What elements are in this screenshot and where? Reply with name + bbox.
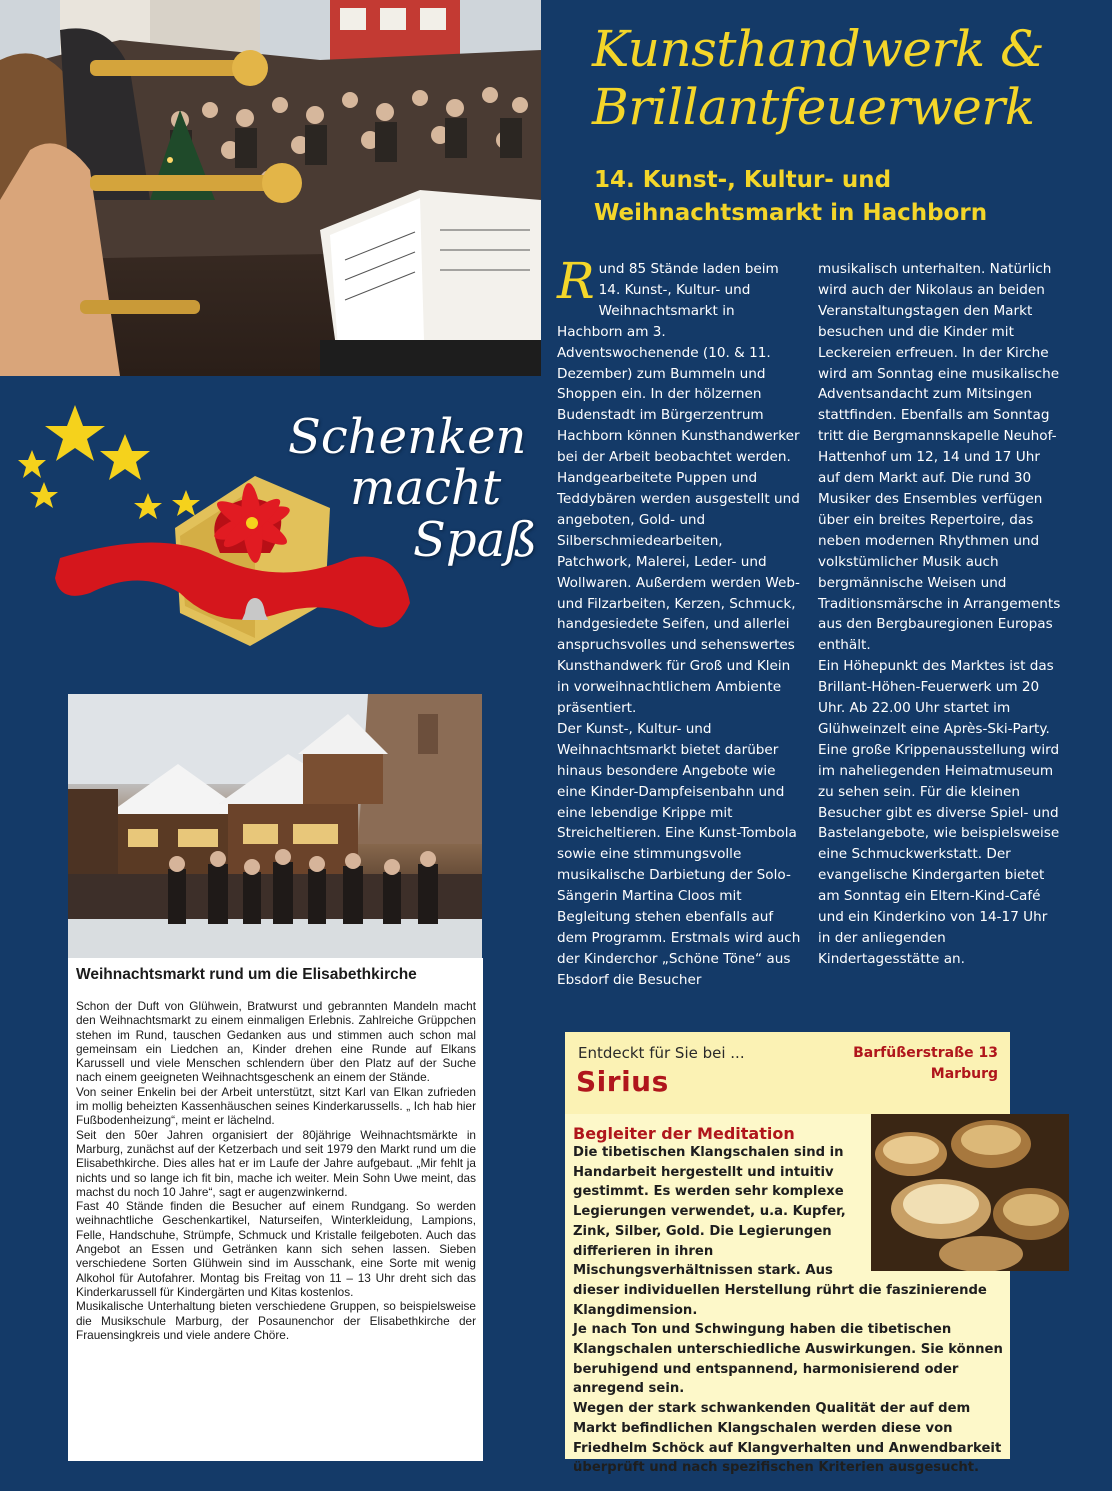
article-paragraph: Ein Höhepunkt des Marktes ist das Brillant-Höhen-Feuerwerk um 20 Uhr. Ab 22.00 Uhr startet im Glühweinzelt eine Après-Ski-Party. (818, 658, 1054, 737)
ad-paragraph: Die tibetischen Klangschalen sind in Handarbeit hergestellt und intuitiv gestimmt. Es werden sehr komplexe Legierungen verwendet, u.a. Kupfer, Zink, Silber, Gold. Die Legierungen differieren in ihren Mischungsverhältnissen stark. Aus dieser individuellen Herstellung rührt die faszinierende Klangdimension. (573, 1145, 987, 1318)
singing-bowls-illustration (871, 1114, 1069, 1271)
ad-city: Marburg (930, 1066, 998, 1082)
subheadline (594, 164, 1094, 230)
christmas-market-illustration (68, 694, 482, 958)
star-icon (30, 482, 58, 508)
gift-graphic (0, 388, 545, 688)
article-text: und 85 Stände laden beim 14. Kunst-, Kultur- und Weihnachtsmarkt in Hachborn am 3. Adventswochenende (10. & 11. Dezember) zum Bummeln und Shoppen ein. In der hölzernen Budenstadt im Bürgerzentrum Hachborn können Kunsthandwerker bei der Arbeit beobachtet werden. Handgearbeitete Puppen und Teddybären werden ausgestellt und angeboten, Gold- und Silberschmiedearbeiten, Patchwork, Malerei, Leder- und Wollwaren. Außerdem werden Web- und Filzarbeiten, Kerzen, Schmuck, handgesiedete Seifen, und allerlei anspruchsvolles und sehenswertes Kunsthandwerk für Groß und Klein in vorweihnachtlichem Ambiente präsentiert. (557, 261, 800, 717)
star-icon (134, 493, 162, 519)
article-paragraph: Der Kunst-, Kultur- und Weihnachtsmarkt bietet darüber hinaus besondere Angebote wie eine Kinder-Dampfeisenbahn und eine lebendige Krippe mit Streicheltieren. Eine Kunst-Tombola sowie eine stimmungsvolle musikalische Darbietung der Solo-Sängerin Martina Cloos mit Begleitung stehen ebenfalls auf dem Programm. Erstmals wird auch der Kinderchor „Schöne Töne“ aus Ebsdorf die Besucher (557, 720, 801, 988)
star-icon (100, 434, 150, 480)
ad-title: Begleiter der Meditation (573, 1124, 795, 1143)
star-icon (45, 405, 105, 461)
drop-cap: R (557, 252, 595, 310)
singing-bowls-photo (871, 1114, 1069, 1271)
gift-text-line-3: Spaß (413, 512, 538, 568)
article-paragraph: Eine große Krippenausstellung wird im naheliegenden Heimatmuseum zu sehen sein. Für die kleinen Besucher gibt es diverse Spiel- und Bastelangebote, wie beispielsweise eine Schmuckwerkstatt. Der evangelische Kindergarten bietet am Sonntag ein Eltern-Kind-Café und ein Kinderkino von 14-17 Uhr in der anliegenden Kindertagesstätte an. (818, 741, 1060, 967)
market-article-title: Weihnachtsmarkt rund um die Elisabethkirche (76, 966, 417, 983)
star-icon (18, 450, 46, 478)
market-paragraph: Schon der Duft von Glühwein, Bratwurst und gebrannten Mandeln macht den Weihnachtsmarkt zu einem einmaligen Erlebnis. Zahlreiche Grüppchen stehen im Rund, tauschen Gedanken aus und stimmen auch schon mal gemeinsam ein Liedchen an, Kinder drehen eine Runde auf Elkans Karussell und viele Menschen schlendern über den Platz auf der Suche nach einem geeigneten Weihnachtsgeschenk an einem der Stände. (76, 999, 476, 1085)
market-article-box (68, 958, 483, 1461)
subheadline-line-1: 14. Kunst-, Kultur- und (594, 167, 892, 193)
market-paragraph: Seit den 50er Jahren organisiert der 80jährige Weihnachtsmärkte in Marburg, zunächst auf der Ketzerbach und seit 1979 den Markt rund um die Elisabethkirche. Dies alles hat er im Laufe der Jahre aufgebaut. „Mir fehlt ja nichts und so lange ich fit bin, mache ich weiter. Mein Sohn Uwe meint, das machst du noch 10 Jahre“, sagt er augenzwinkernd. (76, 1127, 476, 1199)
headline-line-2: Brillantfeuerwerk (592, 78, 1035, 136)
ad-found-label: Entdeckt für Sie bei ... (578, 1044, 745, 1062)
ad-address (800, 1043, 998, 1085)
ad-street: Barfüßerstraße 13 (853, 1045, 998, 1061)
market-paragraph: Von seiner Enkelin bei der Arbeit unterstützt, sitzt Karl van Elkan zufrieden im mollig beheizten Kassenhäuschen seines Kinderkarussells. „ Ich hab hier Fußbodenheizung“, meint er lächelnd. (76, 1084, 476, 1128)
article-column-2 (818, 259, 1063, 970)
brass-band-illustration (0, 0, 541, 376)
market-paragraph: Fast 40 Stände finden die Besucher auf einem Rundgang. So werden weihnachtliche Geschenkartikel, Naturseifen, Winterkleidung, Lampions, Felle, Handschuhe, Strümpfe, Schmuck und Kristalle feilgeboten. Auch das Angebot an Essen und Getränken kann sich sehen lassen. Sieben verschiedene Sorten Glühwein sind im Ausschank, eine Sorte mit wenig Alkohol für Autofahrer. Montag bis Freitag von 11 – 13 Uhr dreht sich das Kinderkarussell für Kindergärten und Kitas kostenlos. (76, 1199, 476, 1299)
article-paragraph (557, 252, 801, 719)
gift-text-line-2: macht (350, 460, 502, 516)
ad-paragraph: Je nach Ton und Schwingung haben die tibetischen Klangschalen unterschiedliche Auswirkungen. Sie können beruhigend und entspannend, harmonisierend oder anregend sein. (573, 1322, 1003, 1397)
headline-line-1: Kunsthandwerk & (592, 20, 1045, 78)
article-paragraph: musikalisch unterhalten. Natürlich wird auch der Nikolaus an beiden Veranstaltungstagen den Markt besuchen und die Kinder mit Leckereien erfreuen. In der Kirche wird am Sonntag eine musikalische Adventsandacht zum Mitsingen stattfinden. Ebenfalls am Sonntag tritt die Bergmannskapelle Neuhof-Hattenhof um 12, 14 und 17 Uhr auf dem Markt auf. Die rund 30 Musiker des Ensembles verfügen über ein breites Repertoire, das neben modernen Rhythmen und volkstümlicher Musik auch bergmännische Weisen und Traditionsmärsche in Arrangements aus den Bergbauregionen Europas enthält. (818, 261, 1061, 654)
brass-band-photo (0, 0, 541, 376)
market-paragraph: Musikalische Unterhaltung bieten verschiedene Gruppen, so beispielsweise die Musikschule Marburg, der Posaunenchor der Elisabethkirche der Frauensingkreis und viele andere Chöre. (76, 1299, 476, 1342)
headline (592, 20, 1092, 136)
ad-paragraph: Wegen der stark schwankenden Qualität der auf dem Markt befindlichen Klangschalen werden diese von Friedhelm Schöck auf Klangverhalten und Anwendbarkeit überprüft und nach spezifischen Kriterien ausgesucht. (573, 1401, 1002, 1476)
subheadline-line-2: Weihnachtsmarkt in Hachborn (594, 200, 988, 226)
gift-text-line-1: Schenken (288, 409, 527, 465)
star-icon (172, 490, 200, 516)
market-article-body (76, 999, 476, 1342)
christmas-market-photo (68, 694, 482, 958)
ad-shop-name: Sirius (576, 1065, 669, 1098)
article-column-1 (557, 252, 801, 991)
